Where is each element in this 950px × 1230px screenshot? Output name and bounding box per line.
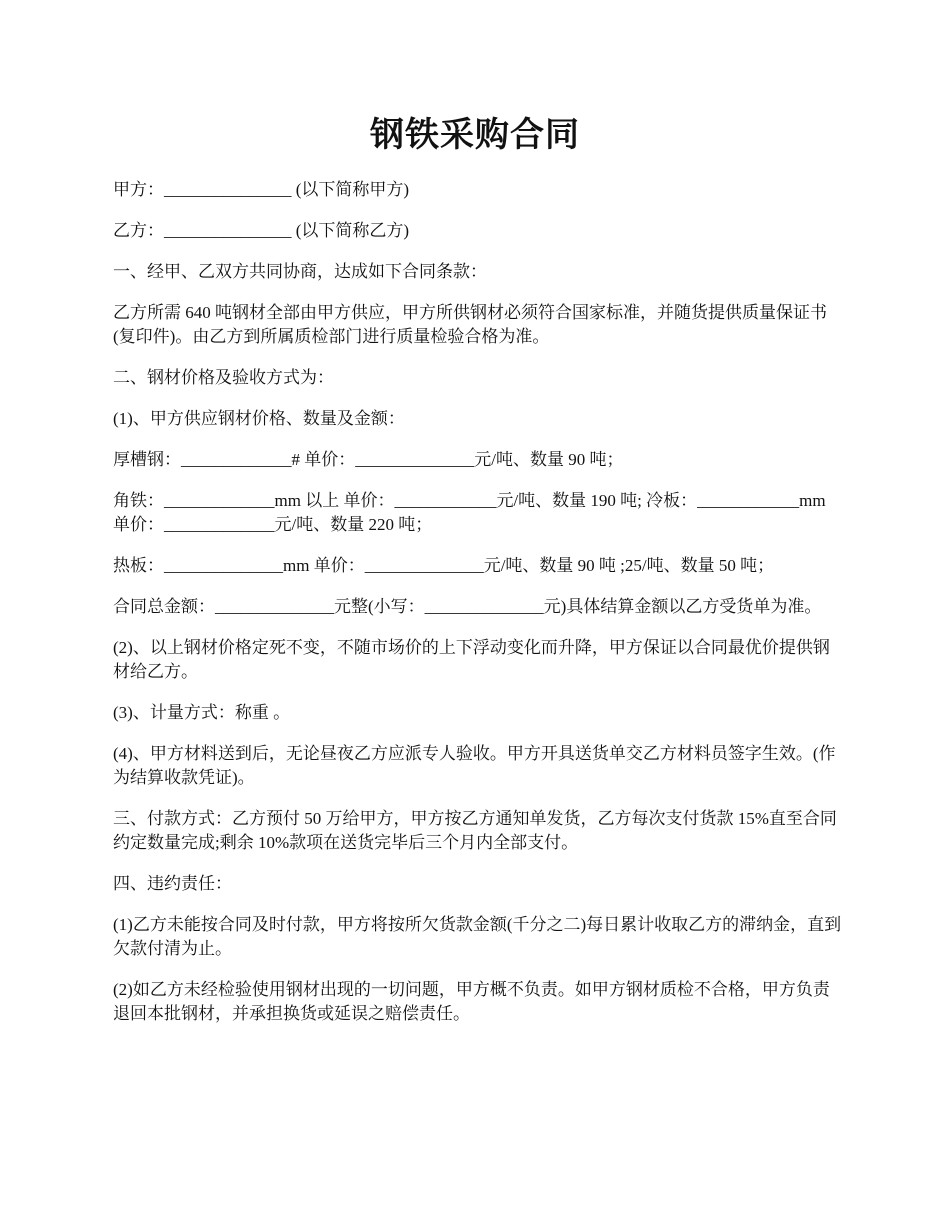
party-b-line: 乙方：_______________ (以下简称乙方) — [113, 221, 410, 240]
channel-steel-line: 厚槽钢：_____________# 单价：______________元/吨、数量 90 吨； — [113, 450, 624, 469]
measurement-clause: (3)、计量方式：称重 。 — [113, 703, 291, 722]
acceptance-clause: (4)、甲方材料送到后，无论昼夜乙方应派专人验收。甲方开具送货单交乙方材料员签字生效。(作为结算收款凭证)。 — [113, 744, 836, 787]
total-amount-line: 合同总金额：______________元整(小写：______________元)具体结算金额以乙方受货单为准。 — [113, 597, 822, 616]
document-title: 钢铁采购合同 — [370, 117, 580, 154]
hot-plate-line: 热板：______________mm 单价：______________元/吨、数量 90 吨 ;25/吨、数量 50 吨； — [113, 556, 775, 575]
angle-iron-cold-plate-line: 角铁：_____________mm 以上 单价：____________元/吨、数量 190 吨; 冷板：____________mm 单价：_____________元/吨、数量 220 吨； — [113, 491, 826, 534]
fixed-price-clause: (2)、以上钢材价格定死不变，不随市场价的上下浮动变化而升降，甲方保证以合同最优价提供钢材给乙方。 — [113, 638, 830, 681]
quality-liability-clause: (2)如乙方未经检验使用钢材出现的一切问题，甲方概不负责。如甲方钢材质检不合格，甲方负责退回本批钢材，并承担换货或延误之赔偿责任。 — [113, 980, 830, 1023]
late-payment-clause: (1)乙方未能按合同及时付款，甲方将按所欠货款金额(千分之二)每日累计收取乙方的滞纳金，直到欠款付清为止。 — [113, 915, 842, 958]
price-subheading: (1)、甲方供应钢材价格、数量及金额： — [113, 409, 405, 428]
payment-clause: 三、付款方式：乙方预付 50 万给甲方，甲方按乙方通知单发货，乙方每次支付货款 15%直至合同约定数量完成;剩余 10%款项在送货完毕后三个月内全部支付。 — [113, 809, 837, 852]
party-a-line: 甲方：_______________ (以下简称甲方) — [113, 180, 410, 199]
section-4-heading: 四、违约责任： — [113, 874, 232, 893]
supply-clause: 乙方所需 640 吨钢材全部由甲方供应，甲方所供钢材必须符合国家标准，并随货提供质量保证书(复印件)。由乙方到所属质检部门进行质量检验合格为准。 — [113, 303, 827, 346]
section-2-heading: 二、钢材价格及验收方式为： — [113, 368, 334, 387]
document-body — [113, 178, 843, 1043]
section-1-heading: 一、经甲、乙双方共同协商，达成如下合同条款： — [113, 262, 487, 281]
